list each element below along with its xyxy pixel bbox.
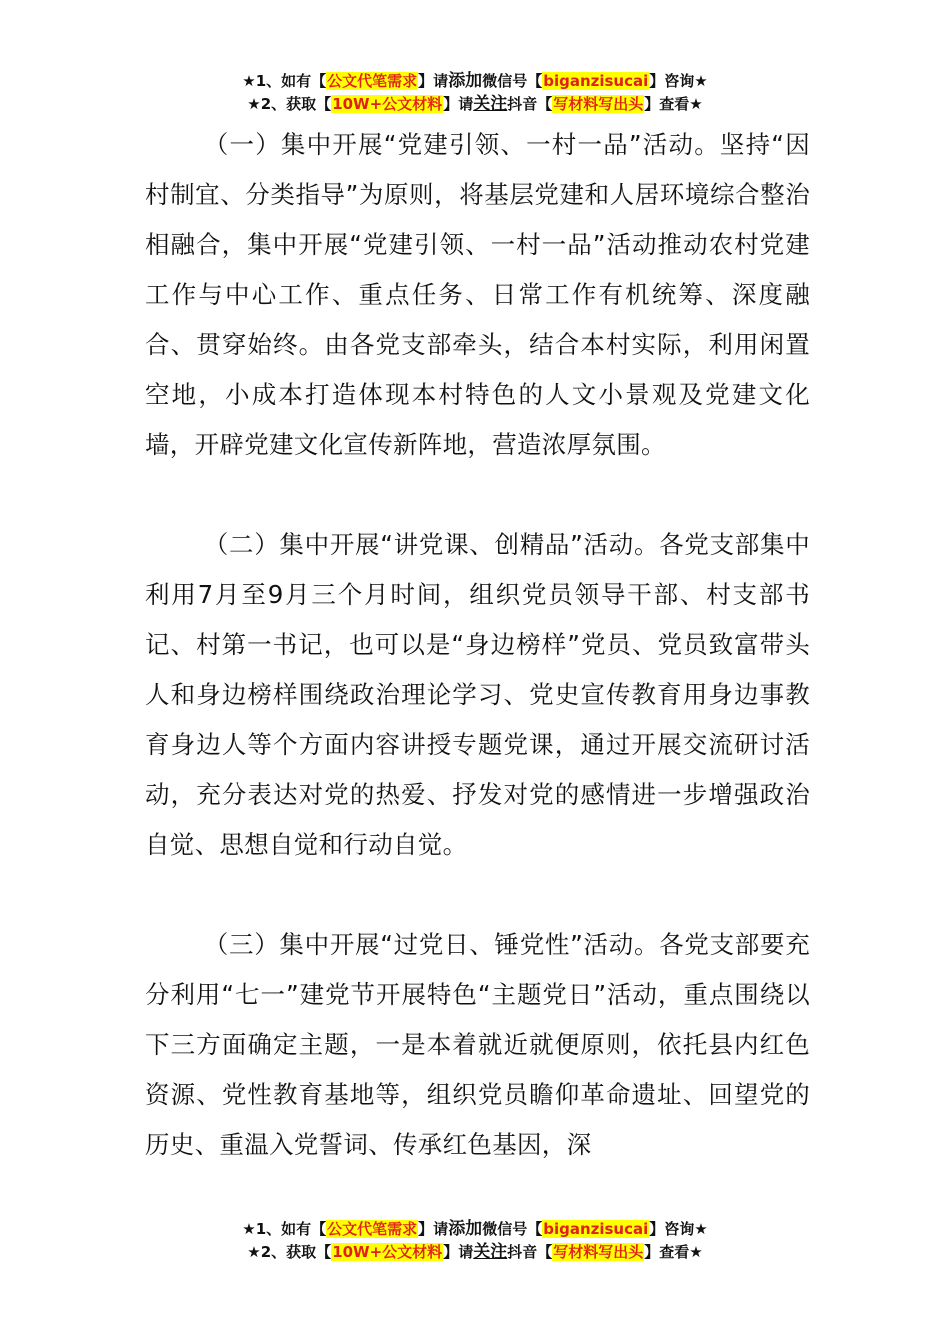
highlight-materials: 10W+公文材料 — [332, 1243, 443, 1261]
banner-line-1: ★1、如有【公文代笔需求】请添加微信号【biganzisucai】咨询★ — [242, 1219, 708, 1239]
highlight-service: 公文代笔需求 — [327, 1220, 418, 1238]
footer-banner — [0, 1218, 950, 1264]
header-banner — [0, 70, 950, 116]
paragraph-gap — [145, 870, 810, 920]
document-body — [145, 120, 810, 1170]
paragraph-1: （一）集中开展“党建引领、一村一品”活动。坚持“因村制宜、分类指导”为原则，将基层党建和人居环境综合整治相融合，集中开展“党建引领、一村一品”活动推动农村党建工作与中心工作、重点任务、日常工作有机统筹、深度融合、贯穿始终。由各党支部牵头，结合本村实际，利用闲置空地，小成本打造体现本村特色的人文小景观及党建文化墙，开辟党建文化宣传新阵地，营造浓厚氛围。 — [145, 130, 810, 459]
paragraph-3: （三）集中开展“过党日、锤党性”活动。各党支部要充分利用“七一”建党节开展特色“主题党日”活动，重点围绕以下三方面确定主题，一是本着就近就便原则，依托县内红色资源、党性教育基地等，组织党员瞻仰革命遗址、回望党的历史、重温入党誓词、传承红色基因，深 — [145, 930, 810, 1159]
paragraph-2: （二）集中开展“讲党课、创精品”活动。各党支部集中利用7月至9月三个月时间，组织党员领导干部、村支部书记、村第一书记，也可以是“身边榜样”党员、党员致富带头人和身边榜样围绕政治理论学习、党史宣传教育用身边事教育身边人等个方面内容讲授专题党课，通过开展交流研讨活动，充分表达对党的热爱、抒发对党的感情进一步增强政治自觉、思想自觉和行动自觉。 — [145, 530, 810, 859]
highlight-wechat-id: biganzisucai — [543, 72, 649, 90]
highlight-wechat-id: biganzisucai — [543, 1220, 649, 1238]
paragraph-gap — [145, 470, 810, 520]
highlight-douyin: 写材料写出头 — [553, 1243, 644, 1261]
banner-line-2: ★2、获取【10W+公文材料】请关注抖音【写材料写出头】查看★ — [247, 1242, 703, 1262]
banner-line-1: ★1、如有【公文代笔需求】请添加微信号【biganzisucai】咨询★ — [242, 71, 708, 91]
highlight-materials: 10W+公文材料 — [332, 95, 443, 113]
highlight-service: 公文代笔需求 — [327, 72, 418, 90]
banner-line-2: ★2、获取【10W+公文材料】请关注抖音【写材料写出头】查看★ — [247, 94, 703, 114]
highlight-douyin: 写材料写出头 — [553, 95, 644, 113]
